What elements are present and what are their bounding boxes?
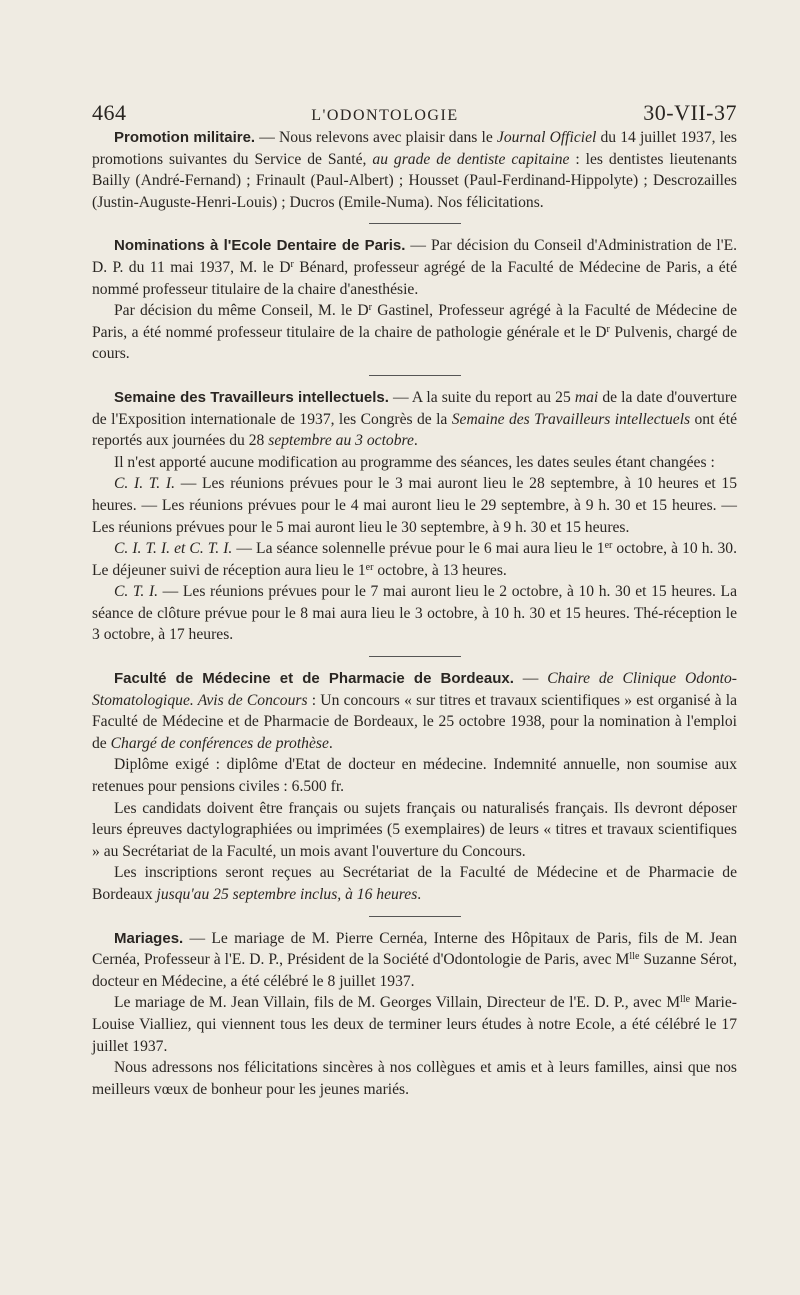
paragraph: Faculté de Médecine et de Pharmacie de Bordeaux. — Chaire de Clinique Odonto-Stomatologique. Avis de Concours : Un concours « sur titres et travaux scientifiques » est organisé à la Faculté de Médecine et de Pharmacie de Bordeaux, le 25 octobre 1938, pour la nomination à l'emploi de Chargé de conférences de prothèse.: [92, 670, 737, 752]
paragraph: Par décision du même Conseil, M. le $D^r$ Gastinel, Professeur agrégé à la Faculté de Médecine de Paris, a été nommé professeur titulaire de la chaire de pathologie générale et le $D^r$ Pulvenis, chargé de cours.: [92, 302, 737, 363]
section-nominations: [92, 235, 737, 365]
paragraph: C. I. T. I. — Les réunions prévues pour le 3 mai auront lieu le 28 septembre, à 10 heures et 15 heures. — Les réunions prévues pour le 4 mai auront lieu le 29 septembre, à 9 h. 30 et 15 heures. — Les réunions prévues pour le 5 mai auront lieu le 30 septembre, à 9 h. 30 et 15 heures.: [92, 475, 737, 536]
paragraph: Il n'est apporté aucune modification au programme des séances, les dates seules étant changées :: [114, 453, 715, 471]
article-body: [92, 127, 737, 1100]
paragraph: Les candidats doivent être français ou sujets français ou naturalisés français. Ils devront déposer leurs épreuves dactylographiées ou imprimées (5 exemplaires) de leurs « titres et travaux scientifiques » au Secrétariat de la Faculté, un mois avant l'ouverture du Concours.: [92, 799, 737, 860]
issue-date: 30-VII-37: [643, 100, 737, 125]
section-divider: [369, 375, 461, 376]
section-heading: Faculté de Médecine et de Pharmacie de Bordeaux.: [114, 670, 514, 688]
section-divider: [369, 656, 461, 657]
section-heading: Mariages.: [114, 929, 184, 947]
paragraph: Semaine des Travailleurs intellectuels. — A la suite du report au 25 mai de la date d'ouverture de l'Exposition internationale de 1937, les Congrès de la Semaine des Travailleurs intellectuels ont été reportés aux journées du 28 septembre au 3 octobre.: [92, 388, 737, 450]
section-mariages: [92, 928, 737, 1101]
paragraph: Nominations à l'Ecole Dentaire de Paris. — Par décision du Conseil d'Administration de l'E. D. P. du 11 mai 1937, M. le $D^r$ Bénard, professeur agrégé de la Faculté de Médecine de Paris, a été nommé professeur titulaire de la chaire d'anesthésie.: [92, 237, 737, 298]
paragraph: C. I. T. I. et C. T. I. — La séance solennelle prévue pour le 6 mai aura lieu le 1er octobre, à 10 h. 30. Le déjeuner suivi de réception aura lieu le 1er octobre, à 13 heures.: [92, 540, 737, 579]
paragraph: Les inscriptions seront reçues au Secrétariat de la Faculté de Médecine et de Pharmacie de Bordeaux jusqu'au 25 septembre inclus, à 16 heures.: [92, 864, 737, 903]
running-header: [92, 100, 737, 126]
section-divider: [369, 916, 461, 917]
page-number: 464: [92, 100, 127, 125]
paragraph: Diplôme exigé : diplôme d'Etat de docteur en médecine. Indemnité annuelle, non soumise aux retenues pour pensions civiles : 6.500 fr.: [92, 756, 737, 796]
section-divider: [369, 223, 461, 224]
section-promotion: [92, 127, 737, 213]
paragraph: Mariages. — Le mariage de M. Pierre Cernéa, Interne des Hôpitaux de Paris, fils de M. Jean Cernéa, Professeur à l'E. D. P., Président de la Société d'Odontologie de Paris, avec $M^{lle}$ Suzanne Sérot, docteur en Médecine, a été célébré le 8 juillet 1937.: [92, 929, 737, 990]
paragraph: Le mariage de M. Jean Villain, fils de M. Georges Villain, Directeur de l'E. D. P., avec $M^{lle}$ Marie-Louise Vialliez, qui viennent tous les deux de terminer leurs études à notre Ecole, a été célébré le 17 juillet 1937.: [92, 994, 737, 1055]
paragraph: C. T. I. — Les réunions prévues pour le 7 mai auront lieu le 2 octobre, à 10 h. 30 et 15 heures. La séance de clôture prévue pour le 8 mai aura lieu le 3 octobre, à 10 h. 30 et 15 heures. Thé-réception le 3 octobre, à 17 heures.: [92, 583, 737, 644]
section-heading: Semaine des Travailleurs intellectuels.: [114, 388, 389, 406]
paragraph: Promotion militaire. — Nous relevons avec plaisir dans le Journal Officiel du 14 juillet 1937, les promotions suivantes du Service de Santé, au grade de dentiste capitaine : les dentistes lieutenants Bailly (André-Fernand) ; Frinault (Paul-Albert) ; Housset (Paul-Ferdinand-Hippolyte) ; Descrozailles (Justin-Auguste-Henri-Louis) ; Ducros (Emile-Numa). Nos félicitations.: [92, 129, 738, 211]
section-bordeaux: [92, 668, 737, 906]
section-heading: Promotion militaire.: [114, 129, 256, 146]
journal-title: L'ODONTOLOGIE: [311, 107, 459, 124]
section-heading: Nominations à l'Ecole Dentaire de Paris.: [114, 237, 406, 255]
section-semaine: [92, 387, 737, 646]
paragraph: Nous adressons nos félicitations sincères à nos collègues et amis et à leurs familles, ainsi que nos meilleurs vœux de bonheur pour les jeunes mariés.: [92, 1059, 737, 1098]
